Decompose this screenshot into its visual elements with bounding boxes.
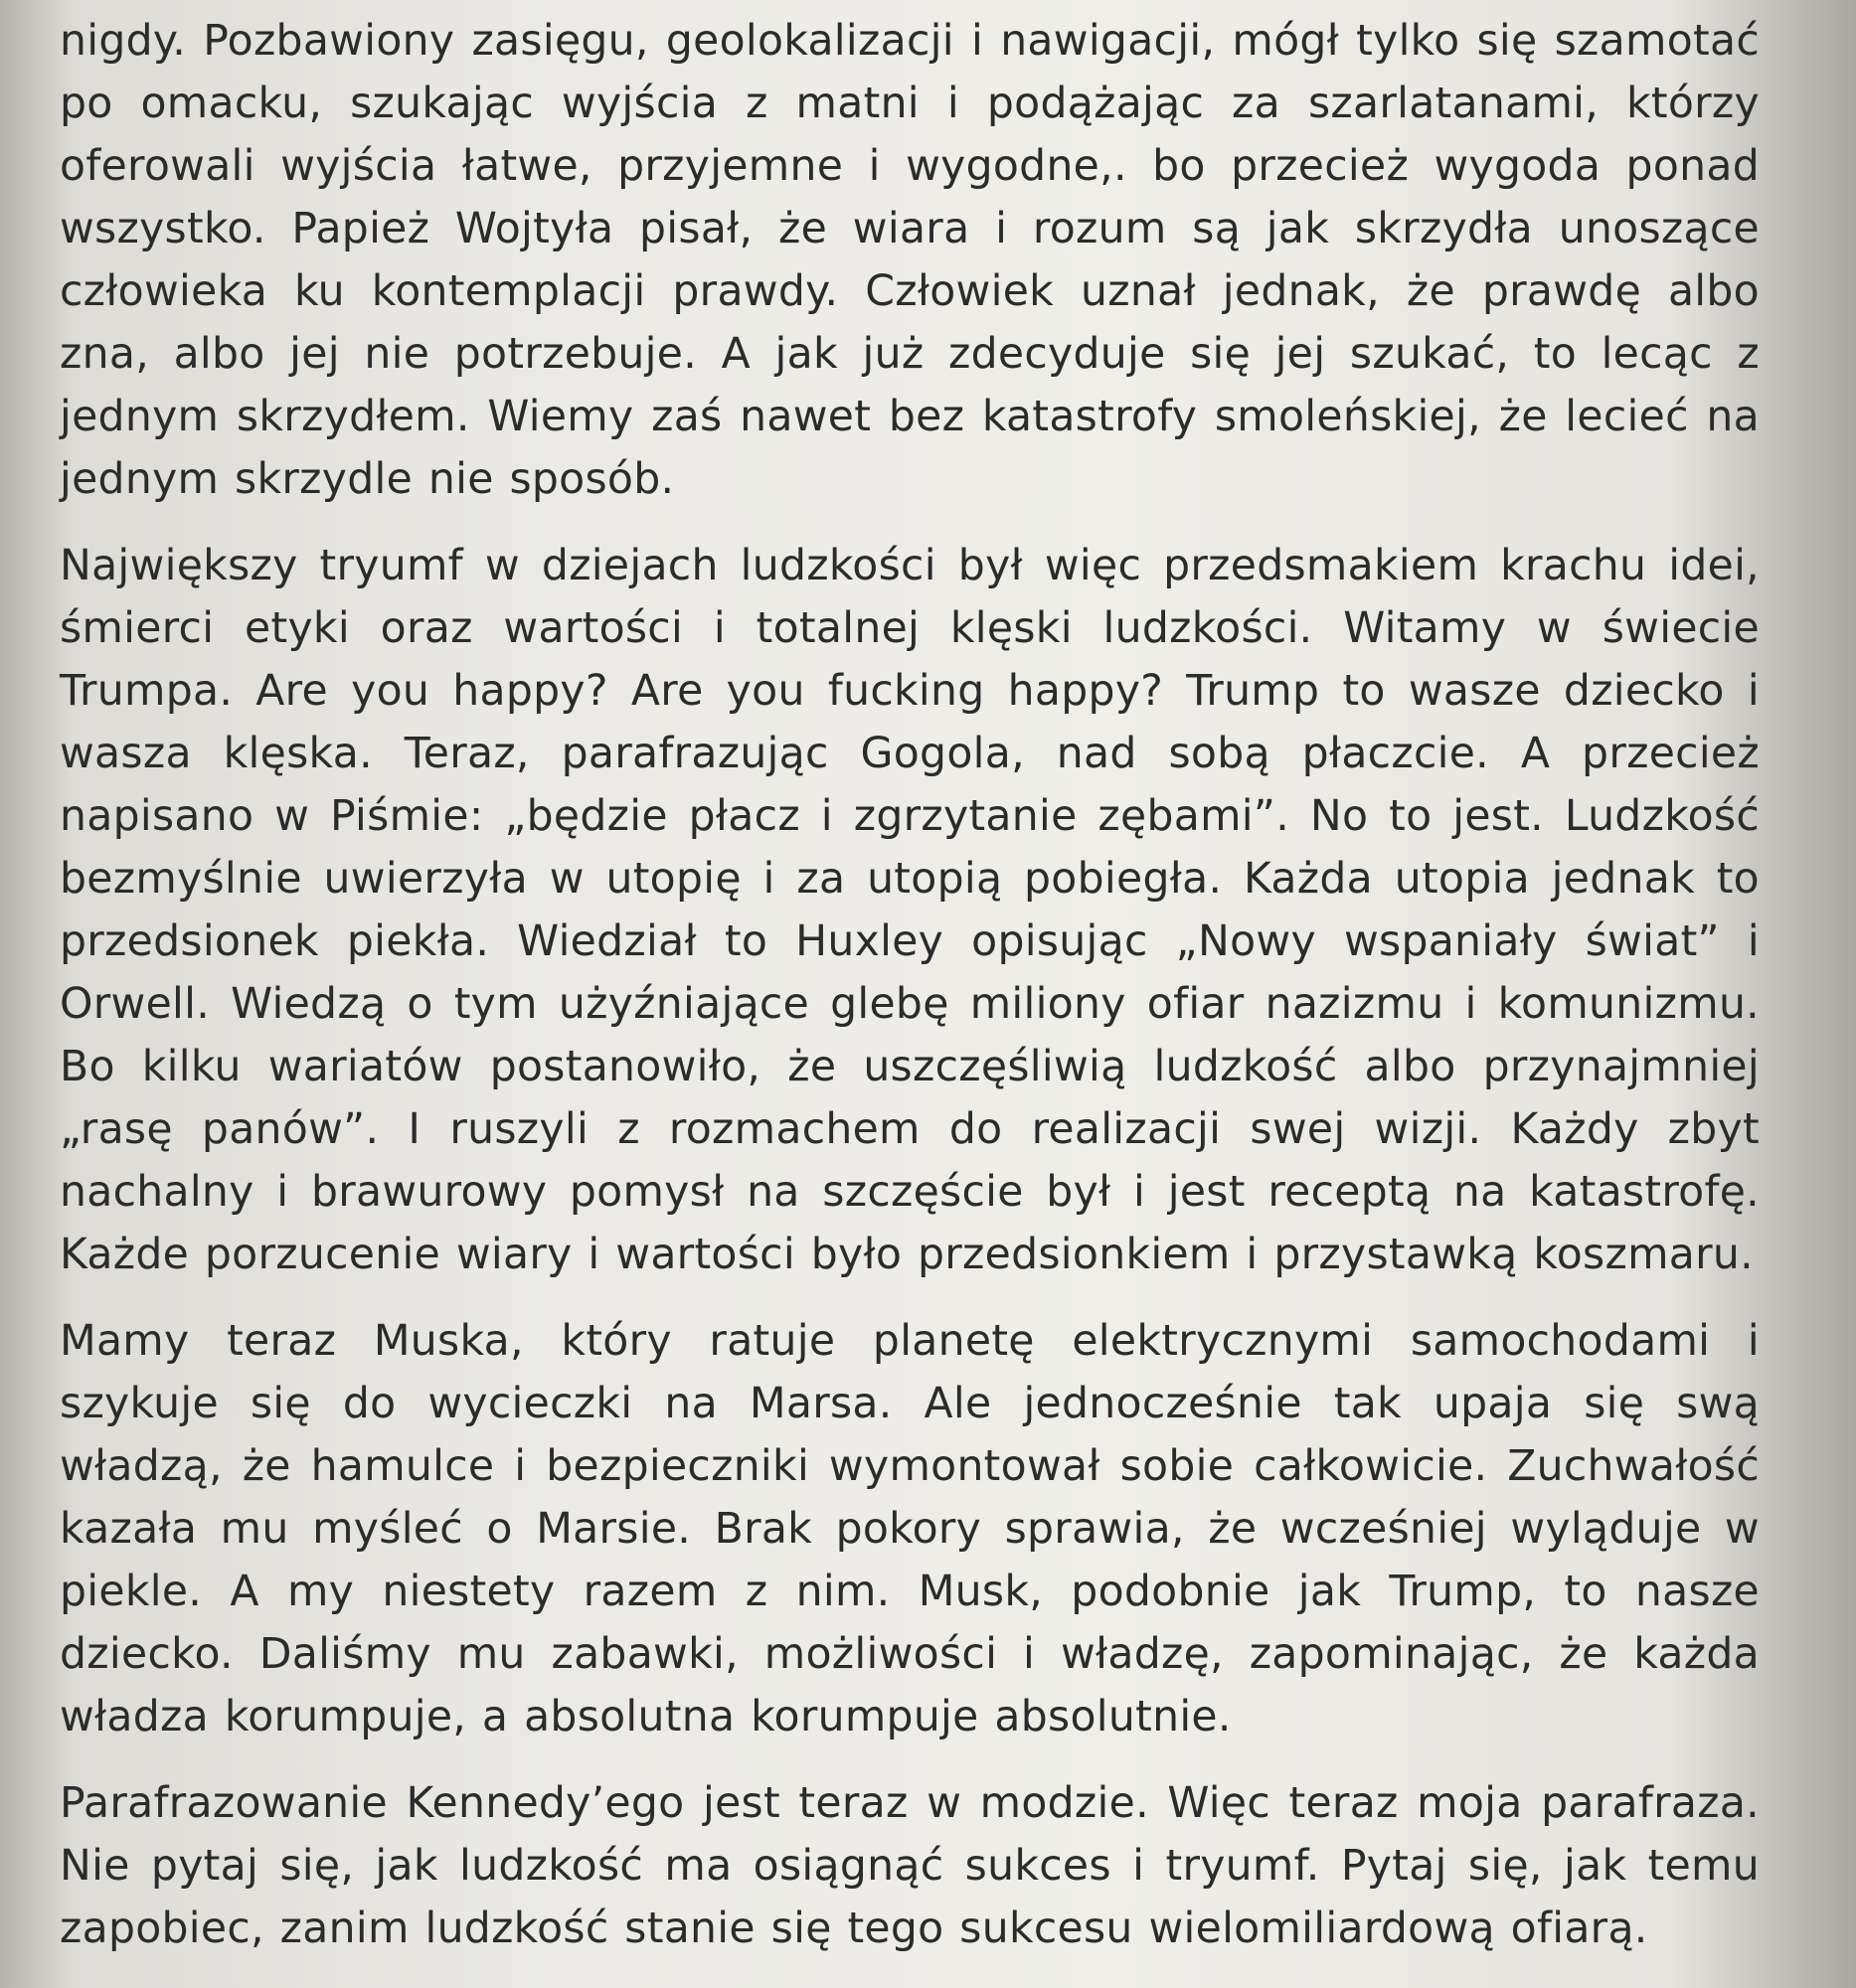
paragraph-4: Parafrazowanie Kennedy’ego jest teraz w modzie. Więc teraz moja parafraza. Nie pytaj się, jak ludzkość ma osiągnąć sukces i tryumf. Pytaj się, jak temu zapobiec, zanim ludzkość stanie się tego sukcesu wielomiliardową ofiarą. [60,1779,1760,1953]
paragraph-1: nigdy. Pozbawiony zasięgu, geolokalizacji i nawigacji, mógł tylko się szamotać po omacku, szukając wyjścia z matni i podążając za szarlatanami, którzy oferowali wyjścia łatwe, przyjemne i wygodne,. bo przecież wygoda ponad wszystko. Papież Wojtyła pisał, że wiara i rozum są jak skrzydła unoszące człowieka ku kontemplacji prawdy. Człowiek uznał jednak, że prawdę albo zna, albo jej nie potrzebuje. A jak już zdecyduje się jej szukać, to lecąc z jednym skrzydłem. Wiemy zaś nawet bez katastrofy smoleńskiej, że lecieć na jednym skrzydle nie sposób. [60,17,1760,504]
paragraph-3: Mamy teraz Muska, który ratuje planetę elektrycznymi samochodami i szykuje się do wycieczki na Marsa. Ale jednocześnie tak upaja się swą władzą, że hamulce i bezpieczniki wymontował sobie całkowicie. Zuchwałość kazała mu myśleć o Marsie. Brak pokory sprawia, że wcześniej wyląduje w piekle. A my niestety razem z nim. Musk, podobnie jak Trump, to nasze dziecko. Daliśmy mu zabawki, możliwości i władzę, zapominając, że każda władza korumpuje, a absolutna korumpuje absolutnie. [60,1317,1760,1741]
document-page [60,0,1760,1988]
paragraph-2: Największy tryumf w dziejach ludzkości był więc przedsmakiem krachu idei, śmierci etyki oraz wartości i totalnej klęski ludzkości. Witamy w świecie Trumpa. Are you happy? Are you fucking happy? Trump to wasze dziecko i wasza klęska. Teraz, parafrazując Gogola, nad sobą płaczcie. A przecież napisano w Piśmie: „będzie płacz i zgrzytanie zębami”. No to jest. Ludzkość bezmyślnie uwierzyła w utopię i za utopią pobiegła. Każda utopia jednak to przedsionek piekła. Wiedział to Huxley opisując „Nowy wspaniały świat” i Orwell. Wiedzą o tym użyźniające glebę miliony ofiar nazizmu i komunizmu. Bo kilku wariatów postanowiło, że uszczęśliwią ludzkość albo przynajmniej „rasę panów”. I ruszyli z rozmachem do realizacji swej wizji. Każdy zbyt nachalny i brawurowy pomysł na szczęście był i jest receptą na katastrofę. Każde porzucenie wiary i wartości było przedsionkiem i przystawką koszmaru. [60,542,1760,1279]
